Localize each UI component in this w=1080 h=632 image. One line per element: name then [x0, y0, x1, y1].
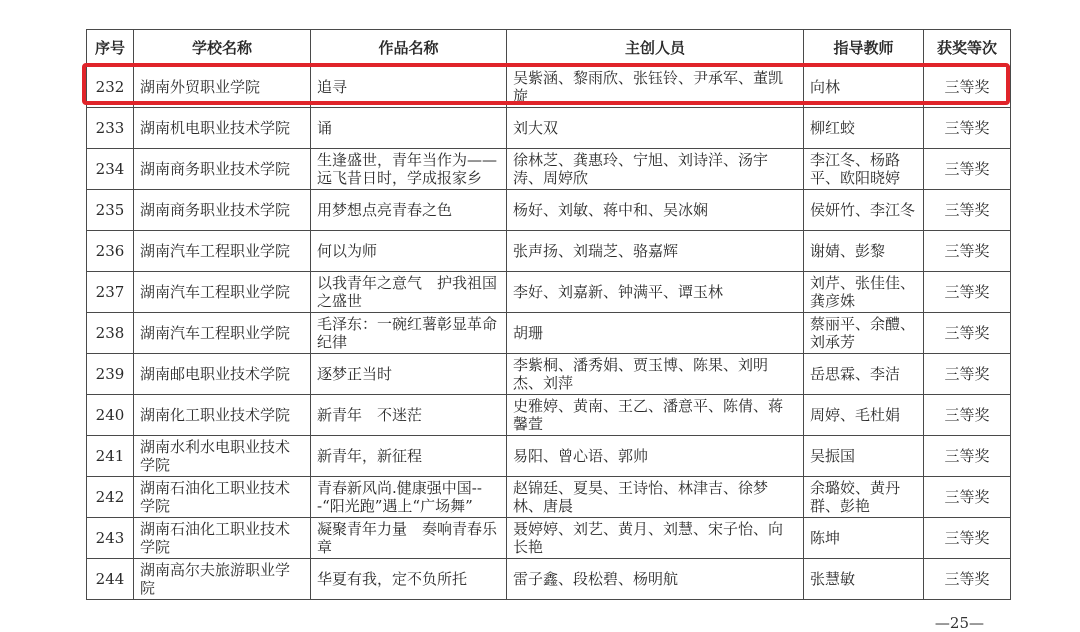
- cell-no: 241: [87, 436, 134, 477]
- cell-no: 236: [87, 231, 134, 272]
- cell-advisors: 周婷、毛杜娟: [804, 395, 924, 436]
- cell-school: 湖南商务职业技术学院: [134, 149, 311, 190]
- table-row: [87, 559, 1011, 600]
- cell-creators: 聂婷婷、刘艺、黄月、刘慧、宋子怡、向长艳: [507, 518, 804, 559]
- cell-advisors: 侯妍竹、李江冬: [804, 190, 924, 231]
- cell-creators: 李紫桐、潘秀娟、贾玉博、陈果、刘明杰、刘萍: [507, 354, 804, 395]
- cell-school: 湖南汽车工程职业学院: [134, 231, 311, 272]
- header-award: 获奖等次: [924, 30, 1011, 67]
- cell-work: 用梦想点亮青春之色: [311, 190, 507, 231]
- table-row: [87, 149, 1011, 190]
- cell-work: 生逢盛世，青年当作为——远飞昔日时，学成报家乡: [311, 149, 507, 190]
- cell-work: 毛泽东：一碗红薯彰显革命纪律: [311, 313, 507, 354]
- header-advisors: 指导教师: [804, 30, 924, 67]
- table-row: [87, 354, 1011, 395]
- cell-school: 湖南汽车工程职业学院: [134, 313, 311, 354]
- cell-award: 三等奖: [924, 149, 1011, 190]
- table-row: [87, 518, 1011, 559]
- cell-creators: 杨好、刘敏、蒋中和、吴冰娴: [507, 190, 804, 231]
- cell-school: 湖南邮电职业技术学院: [134, 354, 311, 395]
- cell-no: 242: [87, 477, 134, 518]
- table-row: [87, 477, 1011, 518]
- header-no: 序号: [87, 30, 134, 67]
- table-row: [87, 313, 1011, 354]
- table-header-row: [87, 30, 1011, 67]
- cell-advisors: 岳思霖、李洁: [804, 354, 924, 395]
- cell-award: 三等奖: [924, 231, 1011, 272]
- cell-advisors: 李江冬、杨路平、欧阳晓婷: [804, 149, 924, 190]
- cell-creators: 雷子鑫、段松碧、杨明航: [507, 559, 804, 600]
- cell-advisors: 柳红蛟: [804, 108, 924, 149]
- cell-no: 239: [87, 354, 134, 395]
- cell-no: 237: [87, 272, 134, 313]
- cell-creators: 易阳、曾心语、郭帅: [507, 436, 804, 477]
- table-body: [87, 67, 1011, 600]
- table-row: [87, 108, 1011, 149]
- header-school: 学校名称: [134, 30, 311, 67]
- cell-school: 湖南外贸职业学院: [134, 67, 311, 108]
- cell-no: 233: [87, 108, 134, 149]
- cell-work: 凝聚青年力量 奏响青春乐章: [311, 518, 507, 559]
- cell-award: 三等奖: [924, 190, 1011, 231]
- cell-school: 湖南石油化工职业技术学院: [134, 518, 311, 559]
- cell-work: 逐梦正当时: [311, 354, 507, 395]
- table-row: [87, 436, 1011, 477]
- cell-creators: 胡珊: [507, 313, 804, 354]
- cell-no: 243: [87, 518, 134, 559]
- table-row: [87, 67, 1011, 108]
- cell-school: 湖南商务职业技术学院: [134, 190, 311, 231]
- cell-award: 三等奖: [924, 108, 1011, 149]
- cell-creators: 张声扬、刘瑞芝、骆嘉辉: [507, 231, 804, 272]
- cell-school: 湖南水利水电职业技术学院: [134, 436, 311, 477]
- cell-award: 三等奖: [924, 518, 1011, 559]
- cell-award: 三等奖: [924, 477, 1011, 518]
- header-work: 作品名称: [311, 30, 507, 67]
- cell-advisors: 向林: [804, 67, 924, 108]
- cell-award: 三等奖: [924, 395, 1011, 436]
- table-row: [87, 231, 1011, 272]
- cell-work: 以我青年之意气 护我祖国之盛世: [311, 272, 507, 313]
- cell-no: 238: [87, 313, 134, 354]
- cell-work: 新青年 不迷茫: [311, 395, 507, 436]
- awards-table: [86, 29, 1011, 600]
- cell-work: 诵: [311, 108, 507, 149]
- table-row: [87, 190, 1011, 231]
- cell-advisors: 陈坤: [804, 518, 924, 559]
- cell-advisors: 谢婧、彭黎: [804, 231, 924, 272]
- cell-creators: 史雅婷、黄南、王乙、潘意平、陈倩、蒋馨萱: [507, 395, 804, 436]
- cell-school: 湖南化工职业技术学院: [134, 395, 311, 436]
- cell-award: 三等奖: [924, 559, 1011, 600]
- cell-creators: 李好、刘嘉新、钟满平、谭玉林: [507, 272, 804, 313]
- table-row: [87, 272, 1011, 313]
- cell-advisors: 余璐姣、黄丹群、彭艳: [804, 477, 924, 518]
- cell-creators: 赵锦廷、夏昊、王诗怡、林津吉、徐梦林、唐晨: [507, 477, 804, 518]
- page-number: —25—: [934, 614, 984, 632]
- cell-advisors: 蔡丽平、余醴、刘承芳: [804, 313, 924, 354]
- cell-award: 三等奖: [924, 67, 1011, 108]
- cell-creators: 刘大双: [507, 108, 804, 149]
- cell-advisors: 吴振国: [804, 436, 924, 477]
- cell-school: 湖南石油化工职业技术学院: [134, 477, 311, 518]
- cell-advisors: 张慧敏: [804, 559, 924, 600]
- cell-work: 新青年，新征程: [311, 436, 507, 477]
- cell-advisors: 刘芹、张佳佳、龚彦姝: [804, 272, 924, 313]
- cell-award: 三等奖: [924, 354, 1011, 395]
- cell-creators: 徐林芝、龚惠玲、宁旭、刘诗洋、汤宇涛、周婷欣: [507, 149, 804, 190]
- cell-award: 三等奖: [924, 436, 1011, 477]
- cell-no: 235: [87, 190, 134, 231]
- cell-award: 三等奖: [924, 272, 1011, 313]
- cell-no: 232: [87, 67, 134, 108]
- cell-work: 青春新风尚.健康强中国---“阳光跑”遇上“广场舞”: [311, 477, 507, 518]
- cell-school: 湖南高尔夫旅游职业学院: [134, 559, 311, 600]
- cell-no: 234: [87, 149, 134, 190]
- cell-school: 湖南汽车工程职业学院: [134, 272, 311, 313]
- table-row: [87, 395, 1011, 436]
- cell-work: 追寻: [311, 67, 507, 108]
- cell-creators: 吴紫涵、黎雨欣、张钰铃、尹承军、董凯旋: [507, 67, 804, 108]
- cell-work: 华夏有我，定不负所托: [311, 559, 507, 600]
- cell-no: 240: [87, 395, 134, 436]
- cell-no: 244: [87, 559, 134, 600]
- cell-work: 何以为师: [311, 231, 507, 272]
- cell-award: 三等奖: [924, 313, 1011, 354]
- header-creators: 主创人员: [507, 30, 804, 67]
- cell-school: 湖南机电职业技术学院: [134, 108, 311, 149]
